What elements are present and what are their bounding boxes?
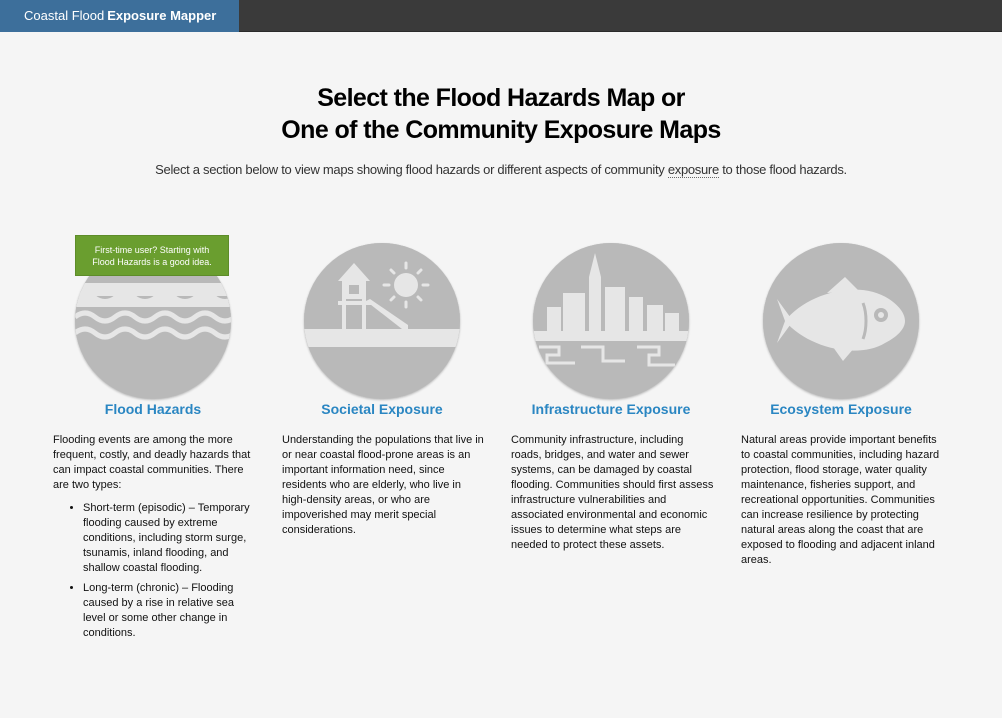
infrastructure-exposure-text: Community infrastructure, including roads, bridges, and water and sewer systems, can be damaged by coastal flooding. Communities should first assess infrastructure vulnerabilities and associated environmental and economic issues to determine what steps are needed to protect these assets. xyxy=(511,434,714,551)
app-name-bold: Exposure Mapper xyxy=(107,8,217,23)
subtitle-before: Select a section below to view maps showing flood hazards or different aspects of community xyxy=(155,162,665,177)
list-item: • Short-term (episodic) – Temporary flooding caused by extreme conditions, including storm surge, tsunamis, inland flooding, and shallow coastal flooding. xyxy=(83,501,257,576)
ecosystem-exposure-text: Natural areas provide important benefits to coastal communities, including hazard protection, flood storage, water quality maintenance, fisheries support, and recreational opportunities. Communities can increase resilience by protecting natural areas along the coast that are exposed to flooding and adjacent inland areas. xyxy=(741,434,940,566)
societal-exposure-circle[interactable] xyxy=(304,243,460,399)
infrastructure-exposure-circle[interactable] xyxy=(533,243,689,399)
societal-exposure-text: Understanding the populations that live in or near coastal flood-prone areas is an important information need, since residents who are elderly, who live in high-density areas, or who are impoverished may merit special considerations. xyxy=(282,434,484,536)
top-bar xyxy=(0,0,1002,32)
list-item: • Long-term (chronic) – Flooding caused by a rise in relative sea level or some other change in conditions. xyxy=(83,581,257,641)
playground-sun-icon xyxy=(304,243,460,399)
fish-icon xyxy=(763,243,919,399)
exposure-term[interactable]: exposure xyxy=(667,162,719,177)
first-time-tooltip xyxy=(75,235,229,276)
page-title-line1: Select the Flood Hazards Map or xyxy=(317,84,685,112)
flood-types-list xyxy=(83,501,257,641)
ecosystem-exposure-circle[interactable] xyxy=(763,243,919,399)
app-name-light: Coastal Flood xyxy=(24,8,105,23)
city-skyline-icon xyxy=(533,243,689,399)
tooltip-line1: First-time user? Starting with xyxy=(94,245,210,255)
infrastructure-exposure-title[interactable]: Infrastructure Exposure xyxy=(531,401,691,417)
app-brand[interactable] xyxy=(0,0,239,32)
flood-hazards-text: Flooding events are among the more frequent, costly, and deadly hazards that can impact coastal communities. There are two types: xyxy=(53,434,251,491)
page-subtitle xyxy=(0,162,1002,177)
subtitle-after: to those flood hazards. xyxy=(722,162,847,177)
page-title xyxy=(0,82,1002,146)
flood-hazards-description xyxy=(53,433,257,646)
societal-exposure-title[interactable]: Societal Exposure xyxy=(321,401,443,417)
tooltip-line2: Flood Hazards is a good idea. xyxy=(92,257,212,267)
flood-hazards-title[interactable]: Flood Hazards xyxy=(104,401,202,417)
ecosystem-exposure-title[interactable]: Ecosystem Exposure xyxy=(770,401,912,417)
page-title-line2: One of the Community Exposure Maps xyxy=(281,116,721,144)
